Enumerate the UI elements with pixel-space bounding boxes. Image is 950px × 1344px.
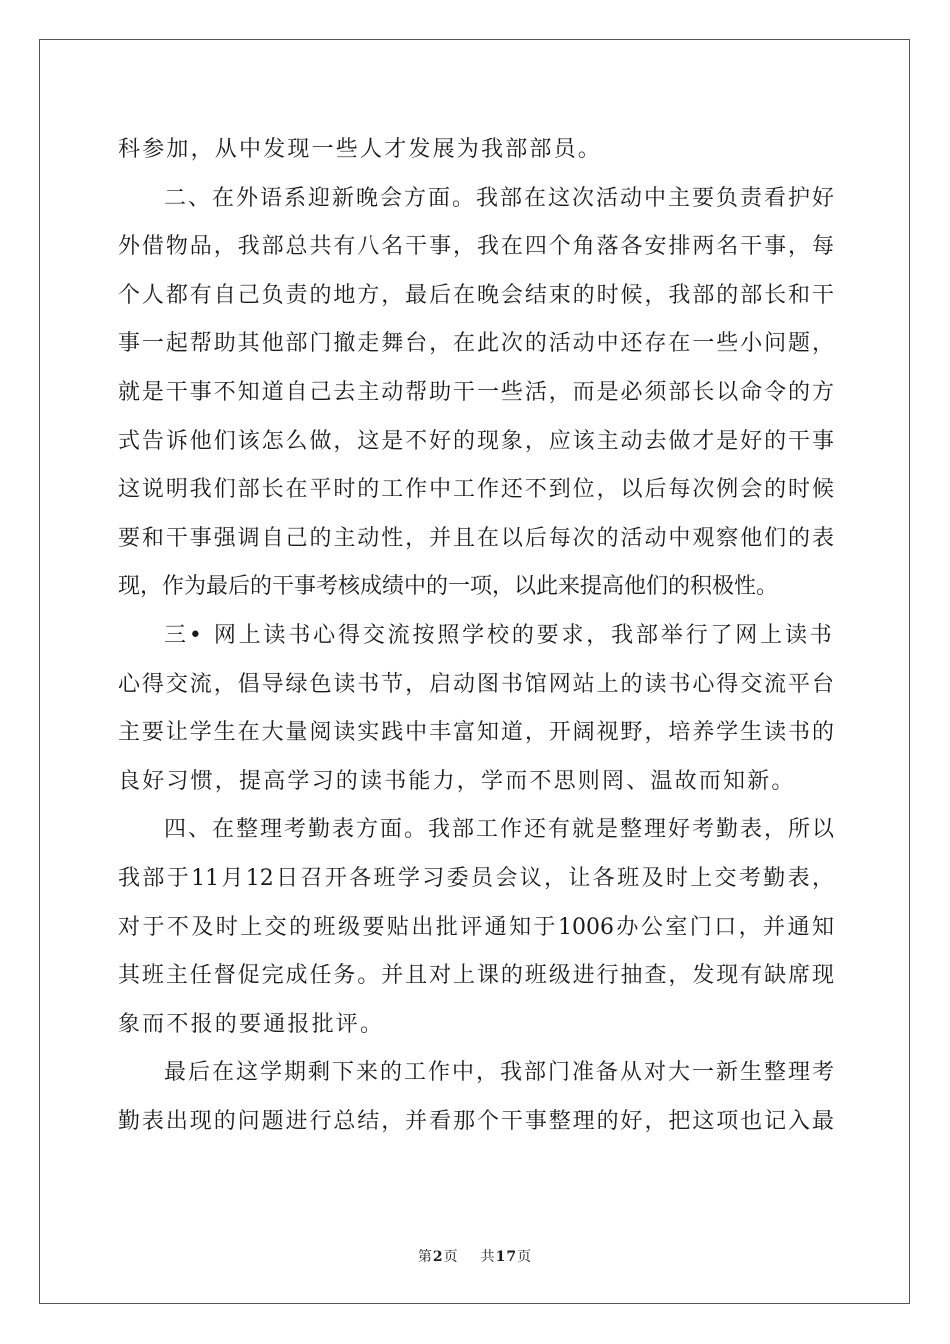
- text-line: 我部于11月12日召开各班学习委员会议，让各班及时上交考勤表，: [118, 865, 834, 891]
- page-footer: [0, 1246, 950, 1266]
- text-line: 现，作为最后的干事考核成绩中的一项，以此来提高他们的积极性。: [118, 574, 779, 600]
- text-line: 科参加，从中发现一些人才发展为我部部员。: [118, 137, 603, 162]
- document-body: [118, 126, 834, 1146]
- text-line: 个人都有自己负责的地方，最后在晚会结束的时候，我部的部长和干: [118, 282, 834, 308]
- text-line: 勤表出现的问题进行总结，并看那个干事整理的好，把这项也记入最: [118, 1108, 834, 1134]
- page-label-suffix: 页: [443, 1249, 459, 1265]
- text-line: 就是干事不知道自己去主动帮助干一些活，而是必须部长以命令的方: [118, 379, 834, 405]
- text-line: 式告诉他们该怎么做，这是不好的现象，应该主动去做才是好的干事: [118, 428, 834, 454]
- text-line: 这说明我们部长在平时的工作中工作还不到位，以后每次例会的时候: [118, 477, 834, 503]
- text-line: 二、在外语系迎新晚会方面。我部在这次活动中主要负责看护好: [164, 185, 834, 211]
- total-label-prefix: 共: [480, 1249, 496, 1265]
- text-line: 事一起帮助其他部门撤走舞台，在此次的活动中还存在一些小问题，: [118, 331, 834, 357]
- text-line: 三• 网上读书心得交流按照学校的要求，我部举行了网上读书: [164, 622, 834, 648]
- text-line: 象而不报的要通报批评。: [118, 1011, 385, 1037]
- text-line: 其班主任督促完成任务。并且对上课的班级进行抽查，发现有缺席现: [118, 963, 834, 989]
- page-number: 2: [432, 1249, 444, 1265]
- text-line: 对于不及时上交的班级要贴出批评通知于1006办公室门口，并通知: [118, 914, 834, 940]
- text-line: 外借物品，我部总共有八名干事，我在四个角落各安排两名干事，每: [118, 234, 834, 260]
- total-label-suffix: 页: [517, 1249, 533, 1265]
- text-line: 最后在这学期剩下来的工作中，我部门准备从对大一新生整理考: [164, 1060, 834, 1086]
- total-pages: 17: [495, 1249, 518, 1265]
- text-line: 心得交流，倡导绿色读书节，启动图书馆网站上的读书心得交流平台: [118, 671, 834, 697]
- text-line: 主要让学生在大量阅读实践中丰富知道，开阔视野，培养学生读书的: [118, 720, 834, 746]
- text-line: 四、在整理考勤表方面。我部工作还有就是整理好考勤表，所以: [164, 817, 834, 843]
- page-label-prefix: 第: [417, 1249, 433, 1265]
- text-line: 良好习惯，提高学习的读书能力，学而不思则罔、温故而知新。: [118, 768, 796, 794]
- text-line: 要和干事强调自己的主动性，并且在以后每次的活动中观察他们的表: [118, 525, 834, 551]
